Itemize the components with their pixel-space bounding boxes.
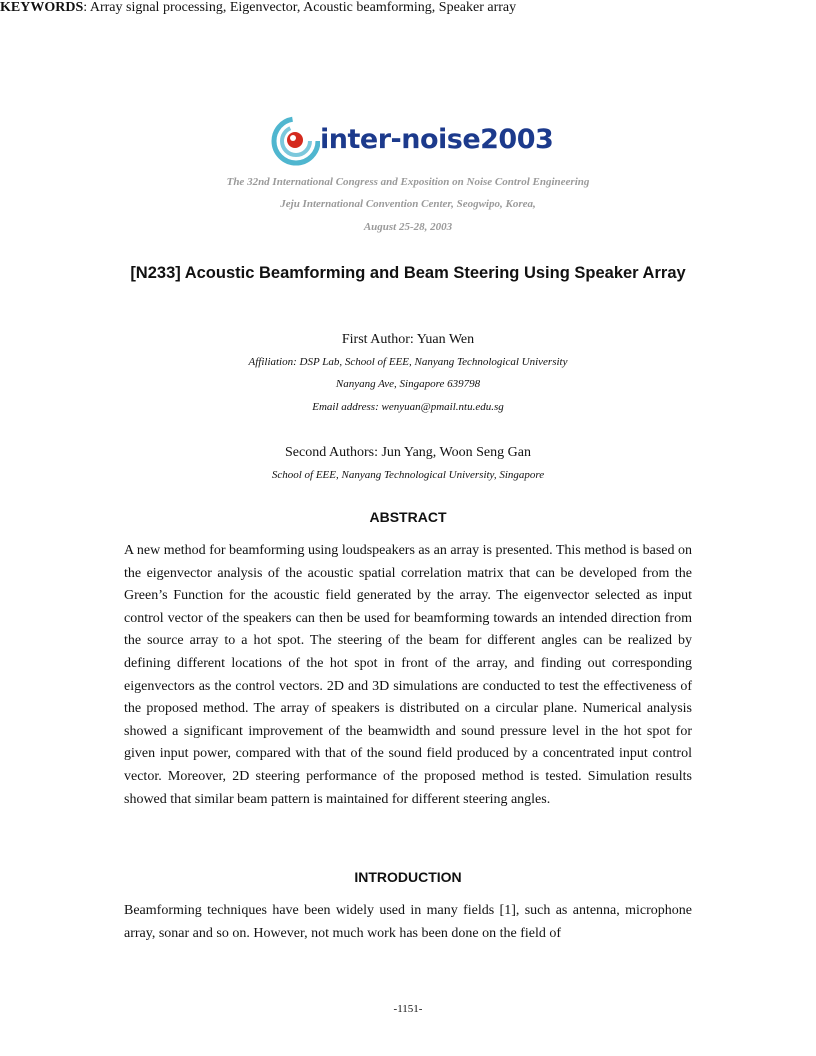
- first-author-address: Nanyang Ave, Singapore 639798: [335, 378, 481, 390]
- paper-title: [N233] Acoustic Beamforming and Beam Steering Using Speaker Array: [130, 264, 686, 282]
- introduction-heading: INTRODUCTION: [354, 869, 462, 885]
- page-number: -1151-: [393, 1003, 423, 1015]
- conference-logo: [270, 114, 554, 168]
- first-author-affiliation: Affiliation: DSP Lab, School of EEE, Nanyang Technological University: [248, 356, 568, 368]
- first-author-email: Email address: wenyuan@pmail.ntu.edu.sg: [312, 401, 504, 413]
- swirl-logo-icon: [270, 114, 320, 168]
- abstract-heading: ABSTRACT: [369, 509, 447, 525]
- second-authors-affiliation: School of EEE, Nanyang Technological University, Singapore: [271, 469, 545, 481]
- second-authors: Second Authors: Jun Yang, Woon Seng Gan: [285, 445, 531, 460]
- keywords-label: KEYWORDS: [0, 0, 84, 15]
- conference-dates: August 25-28, 2003: [363, 221, 453, 233]
- logo-wordmark: inter-noise2003: [320, 124, 554, 155]
- keywords-line: [0, 0, 600, 16]
- conference-venue: Jeju International Convention Center, Seogwipo, Korea,: [280, 198, 536, 210]
- keywords-list: : Array signal processing, Eigenvector, Acoustic beamforming, Speaker array: [83, 0, 517, 15]
- introduction-body: Beamforming techniques have been widely used in many fields [1], such as antenna, microphone array, sonar and so on. However, not much work has been done on the field of: [124, 903, 692, 941]
- abstract-body: A new method for beamforming using loudspeakers as an array is presented. This method is based on the eigenvector analysis of the acoustic spatial correlation matrix that can be developed from the Green’s Function for the acoustic field generated by the array. The eigenvector selected as input control vector of the speakers can then be used for beamforming towards an intended direction from the source array to a hot spot. The steering of the beam for different angles can be realized by defining different locations of the hot spot in front of the array, and finding out corresponding eigenvectors as the control vectors. 2D and 3D simulations are conducted to test the effectiveness of the proposed method. The array of speakers is distributed on a circular plane. Numerical analysis showed a significant improvement of the beamwidth and sound pressure level in the hot spot for given input power, compared with that of the sound field produced by a concentrated input control vector. Moreover, 2D steering performance of the proposed method is tested. Simulation results showed that similar beam pattern is maintained for different steering angles.: [124, 543, 692, 807]
- first-author: First Author: Yuan Wen: [341, 332, 475, 347]
- conference-name: The 32nd International Congress and Exposition on Noise Control Engineering: [226, 176, 590, 188]
